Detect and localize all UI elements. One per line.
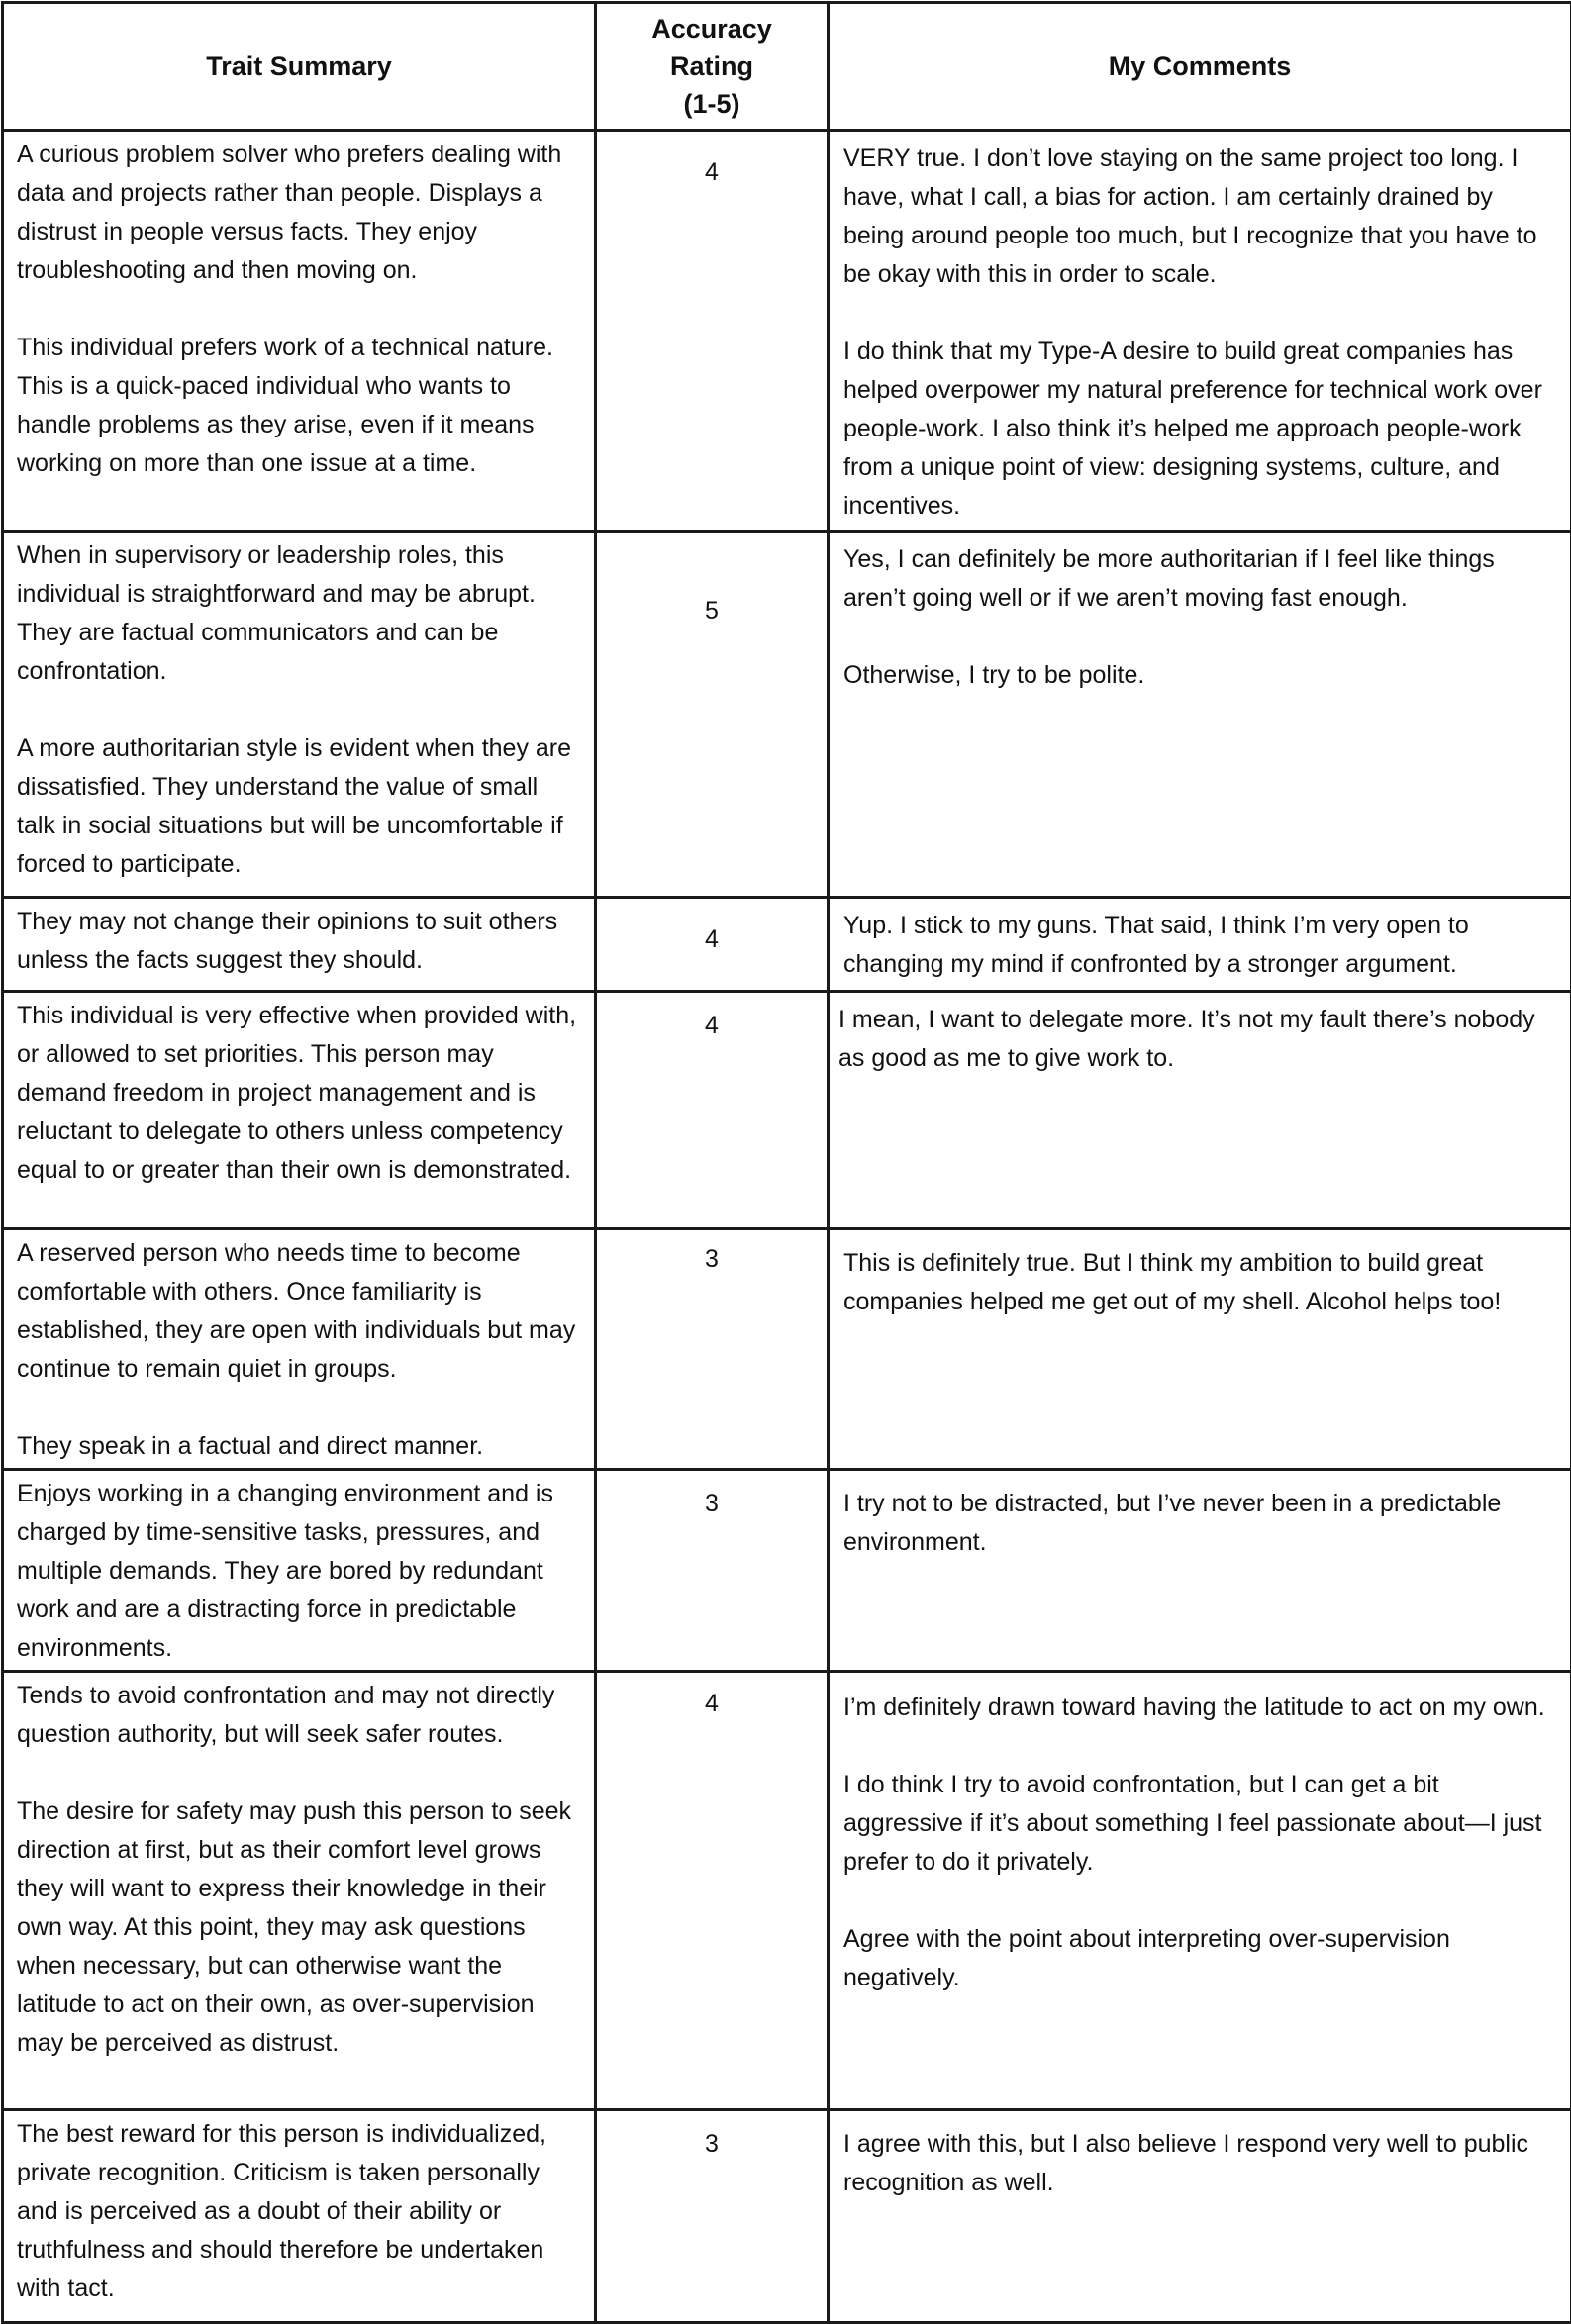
accuracy-rating-value: 3 xyxy=(705,2130,719,2158)
my-comments-header-label: My Comments xyxy=(1109,51,1292,81)
accuracy-rating-header xyxy=(596,3,829,131)
comment-paragraph: Yup. I stick to my guns. That said, I think I’m very open to changing my mind if confronted by a stronger argument. xyxy=(843,907,1558,984)
table-row xyxy=(3,2110,1571,2323)
trait-paragraph: When in supervisory or leadership roles, this individual is straightforward and may be abrupt. They are factual communicators and can be confrontation. xyxy=(17,536,582,691)
accuracy-rating-cell xyxy=(596,2110,829,2323)
comment-cell xyxy=(829,1672,1571,2110)
table-row xyxy=(3,1470,1571,1672)
trait-paragraph: Tends to avoid confrontation and may not directly question authority, but will seek safer routes. xyxy=(17,1677,582,1754)
accuracy-rating-value: 4 xyxy=(705,925,719,953)
trait-paragraph: This individual is very effective when provided with, or allowed to set priorities. This person may demand freedom in project management and is reluctant to delegate to others unless competency equal to or greater than their own is demonstrated. xyxy=(17,997,582,1190)
table-row xyxy=(3,532,1571,898)
trait-summary-cell xyxy=(3,532,596,898)
comment-paragraph: I agree with this, but I also believe I respond very well to public recognition as well. xyxy=(843,2125,1558,2202)
trait-summary-cell xyxy=(3,1470,596,1672)
comment-cell xyxy=(829,1470,1571,1672)
trait-summary-header-label: Trait Summary xyxy=(206,51,392,81)
trait-paragraph: A curious problem solver who prefers dealing with data and projects rather than people. Displays a distrust in people versus facts. They enjoy troubleshooting and then moving on. xyxy=(17,136,582,290)
comment-cell xyxy=(829,2110,1571,2323)
comment-paragraph: I’m definitely drawn toward having the latitude to act on my own. xyxy=(843,1689,1558,1727)
my-comments-header xyxy=(829,3,1571,131)
accuracy-rating-value: 4 xyxy=(705,1690,719,1717)
trait-paragraph: A more authoritarian style is evident when they are dissatisfied. They understand the value of small talk in social situations but will be uncomfortable if forced to participate. xyxy=(17,729,582,884)
accuracy-rating-value: 3 xyxy=(705,1490,719,1517)
header-row xyxy=(3,3,1571,131)
accuracy-rating-value: 4 xyxy=(705,1012,719,1039)
trait-summary-cell xyxy=(3,131,596,532)
comment-cell xyxy=(829,131,1571,532)
trait-assessment-table xyxy=(1,1,1571,2324)
comment-paragraph: Yes, I can definitely be more authoritarian if I feel like things aren’t going well or if we aren’t moving fast enough. xyxy=(843,540,1558,618)
comment-paragraph: This is definitely true. But I think my ambition to build great companies helped me get out of my shell. Alcohol helps too! xyxy=(843,1244,1558,1321)
comment-cell xyxy=(829,992,1571,1229)
accuracy-rating-cell xyxy=(596,131,829,532)
trait-paragraph: The desire for safety may push this person to seek direction at first, but as their comfort level grows they will want to express their knowledge in their own way. At this point, they may ask questions when necessary, but can otherwise want the latitude to act on their own, as over-supervision may be perceived as distrust. xyxy=(17,1792,582,2063)
comment-cell xyxy=(829,898,1571,992)
trait-paragraph: A reserved person who needs time to become comfortable with others. Once familiarity is established, they are open with individuals but may continue to remain quiet in groups. xyxy=(17,1234,582,1389)
comment-cell xyxy=(829,1229,1571,1470)
accuracy-rating-cell xyxy=(596,532,829,898)
trait-paragraph: Enjoys working in a changing environment and is charged by time-sensitive tasks, pressures, and multiple demands. They are bored by redundant work and are a distracting force in predictable environments. xyxy=(17,1475,582,1668)
comment-paragraph: VERY true. I don’t love staying on the same project too long. I have, what I call, a bias for action. I am certainly drained by being around people too much, but I recognize that you have to be okay with this in order to scale. xyxy=(843,140,1558,294)
accuracy-rating-value: 3 xyxy=(705,1245,719,1273)
trait-paragraph: They speak in a factual and direct manner. xyxy=(17,1427,582,1466)
comment-paragraph: I try not to be distracted, but I’ve never been in a predictable environment. xyxy=(843,1485,1558,1562)
table-row xyxy=(3,898,1571,992)
comment-paragraph: I do think I try to avoid confrontation, but I can get a bit aggressive if it’s about something I feel passionate about—I just prefer to do it privately. xyxy=(843,1766,1558,1882)
accuracy-rating-cell xyxy=(596,898,829,992)
comment-paragraph: I mean, I want to delegate more. It’s not my fault there’s nobody as good as me to give work to. xyxy=(838,1001,1558,1078)
trait-paragraph: This individual prefers work of a technical nature. This is a quick-paced individual who wants to handle problems as they arise, even if it means working on more than one issue at a time. xyxy=(17,329,582,483)
trait-summary-header xyxy=(3,3,596,131)
trait-summary-cell xyxy=(3,898,596,992)
accuracy-rating-value: 4 xyxy=(705,158,719,186)
accuracy-rating-cell xyxy=(596,1229,829,1470)
accuracy-rating-header-scale: (1-5) xyxy=(607,85,817,123)
accuracy-rating-value: 5 xyxy=(705,597,719,625)
trait-paragraph: The best reward for this person is individualized, private recognition. Criticism is taken personally and is perceived as a doubt of their ability or truthfulness and should therefore be undertaken with tact. xyxy=(17,2115,582,2308)
accuracy-rating-cell xyxy=(596,1672,829,2110)
trait-summary-cell xyxy=(3,992,596,1229)
accuracy-rating-header-label: Accuracy Rating xyxy=(607,10,817,85)
trait-summary-cell xyxy=(3,2110,596,2323)
accuracy-rating-cell xyxy=(596,992,829,1229)
table-row xyxy=(3,1672,1571,2110)
table-row xyxy=(3,1229,1571,1470)
comment-paragraph: I do think that my Type-A desire to build great companies has helped overpower my natural preference for technical work over people-work. I also think it’s helped me approach people-work from a unique point of view: designing systems, culture, and incentives. xyxy=(843,333,1558,526)
trait-summary-cell xyxy=(3,1672,596,2110)
trait-summary-cell xyxy=(3,1229,596,1470)
table-row xyxy=(3,992,1571,1229)
accuracy-rating-cell xyxy=(596,1470,829,1672)
comment-cell xyxy=(829,532,1571,898)
table-row xyxy=(3,131,1571,532)
trait-paragraph: They may not change their opinions to suit others unless the facts suggest they should. xyxy=(17,903,582,980)
comment-paragraph: Agree with the point about interpreting over-supervision negatively. xyxy=(843,1920,1558,1997)
comment-paragraph: Otherwise, I try to be polite. xyxy=(843,656,1558,695)
